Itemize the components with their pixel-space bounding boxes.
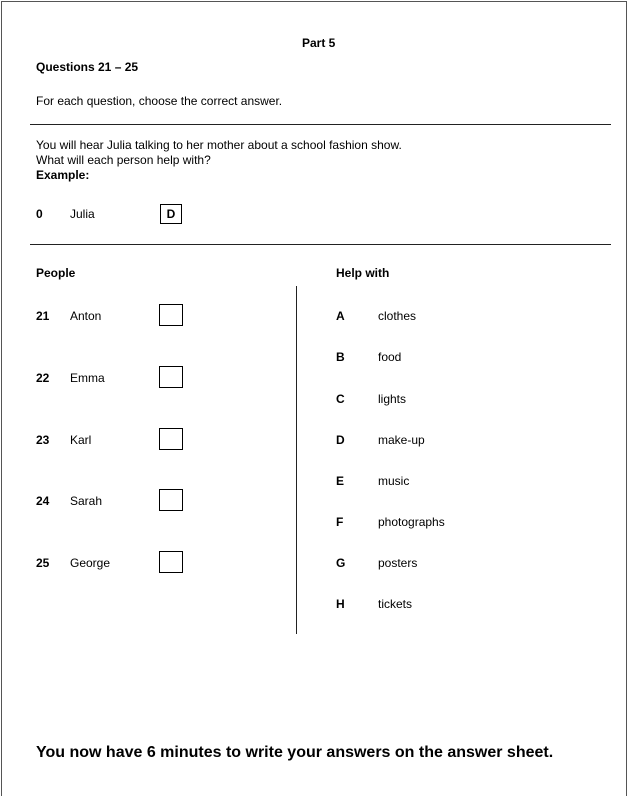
answer-box-23[interactable] (159, 428, 183, 450)
part-title: Part 5 (302, 36, 336, 50)
example-label: Example: (36, 168, 90, 182)
example-number: 0 (36, 207, 43, 221)
answer-box-21[interactable] (159, 304, 183, 326)
option-letter: B (336, 350, 345, 364)
answer-box-24[interactable] (159, 489, 183, 511)
person-name: Karl (70, 433, 92, 447)
option-letter: D (336, 433, 345, 447)
person-name: Sarah (70, 494, 103, 508)
example-name: Julia (70, 207, 95, 221)
people-heading: People (36, 266, 76, 280)
option-letter: F (336, 515, 344, 529)
footer-instruction: You now have 6 minutes to write your answers on the answer sheet. (36, 744, 554, 761)
option-letter: A (336, 309, 345, 323)
option-text: clothes (378, 309, 417, 323)
option-letter: E (336, 474, 345, 488)
person-name: Anton (70, 309, 102, 323)
question-number: 23 (36, 433, 50, 447)
answer-box-22[interactable] (159, 366, 183, 388)
option-text: photographs (378, 515, 445, 529)
exam-page (1, 1, 627, 796)
divider-middle (30, 244, 611, 245)
option-text: lights (378, 392, 407, 406)
option-letter: H (336, 597, 345, 611)
question-number: 25 (36, 556, 50, 570)
person-name: George (70, 556, 111, 570)
option-text: tickets (378, 597, 413, 611)
column-divider (296, 286, 297, 634)
option-letter: G (336, 556, 346, 570)
option-text: music (378, 474, 410, 488)
intro-line-2: What will each person help with? (36, 153, 211, 167)
question-number: 22 (36, 371, 50, 385)
divider-top (30, 124, 611, 125)
intro-text (36, 138, 402, 168)
help-with-heading: Help with (336, 266, 390, 280)
example-answer-box: D (160, 204, 182, 224)
person-name: Emma (70, 371, 105, 385)
question-number: 21 (36, 309, 50, 323)
answer-box-25[interactable] (159, 551, 183, 573)
questions-range: Questions 21 – 25 (36, 60, 139, 74)
intro-line-1: You will hear Julia talking to her mother about a school fashion show. (36, 138, 402, 152)
option-text: food (378, 350, 402, 364)
option-text: posters (378, 556, 418, 570)
option-text: make-up (378, 433, 425, 447)
question-number: 24 (36, 494, 50, 508)
option-letter: C (336, 392, 345, 406)
instruction-text: For each question, choose the correct answer. (36, 94, 283, 108)
